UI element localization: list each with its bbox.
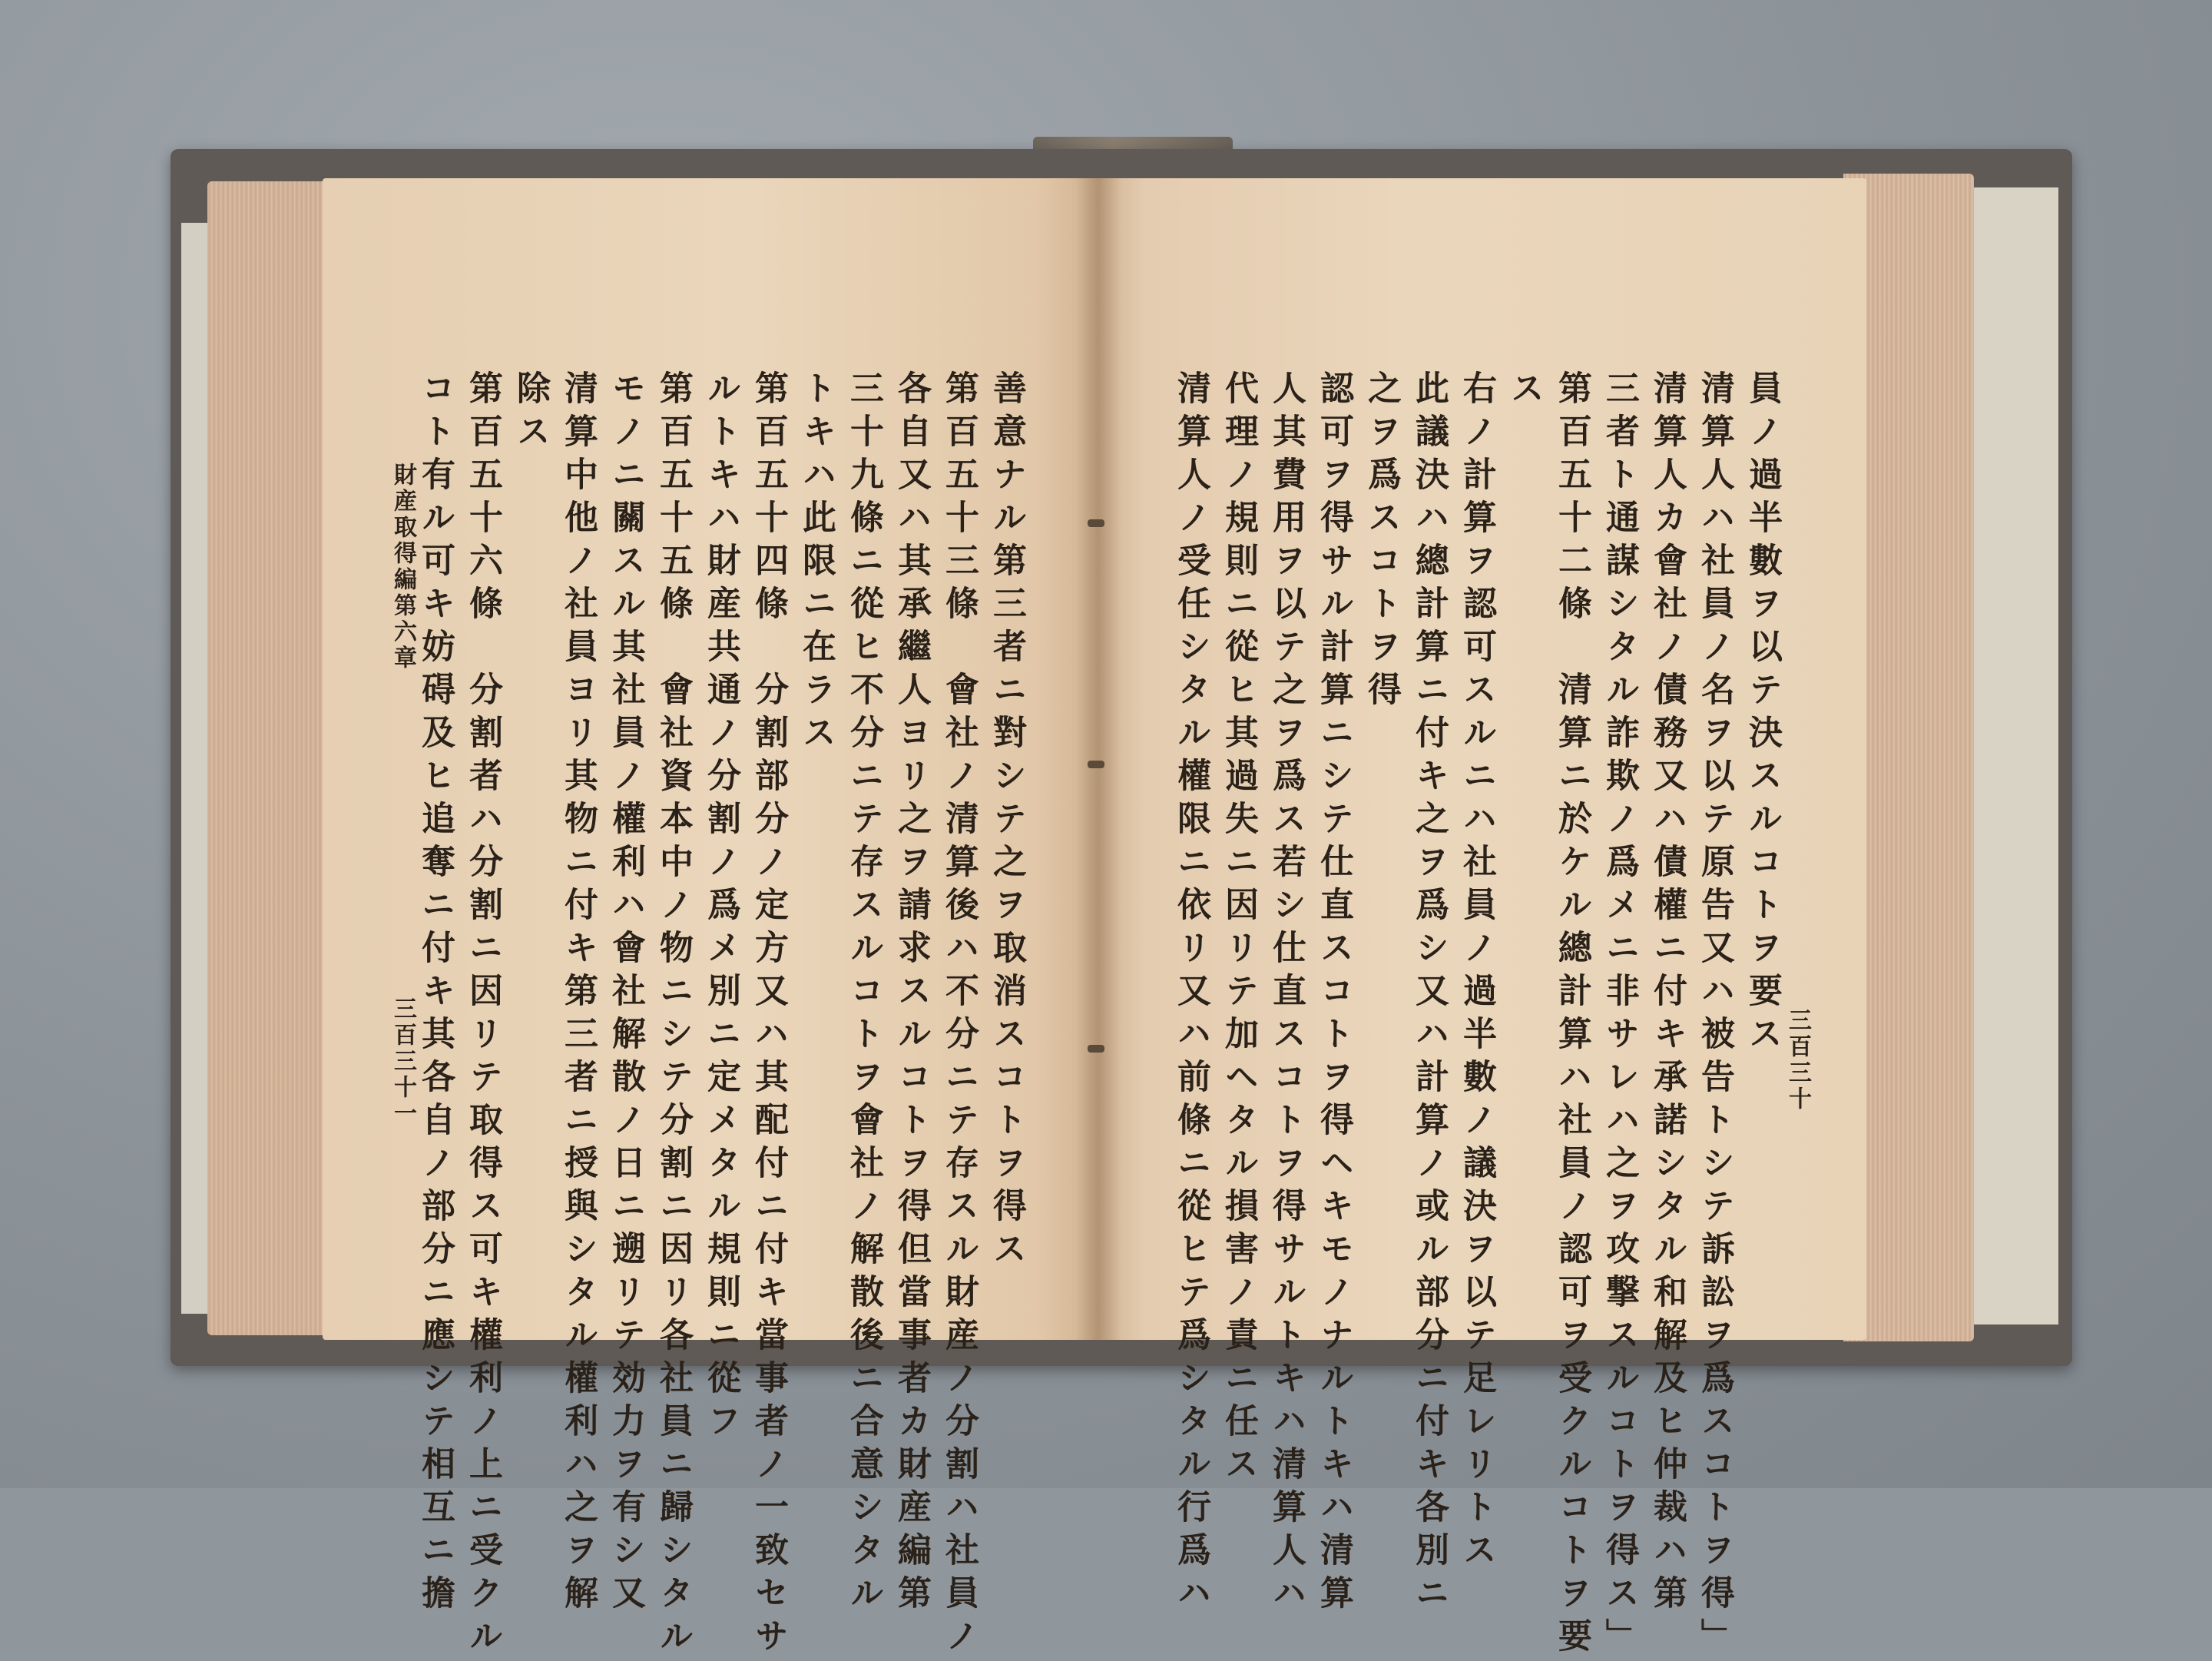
right-column-4: 三者ト通謀シタル詐欺ノ爲メニ非サレハ之ヲ攻撃スルコトヲ得ス」 (1600, 370, 1639, 1661)
left-column-9: モノニ關スル其社員ノ權利ハ會社解散ノ日ニ遡リテ効力ヲ有シ又 (606, 370, 645, 1618)
right-column-8: 此議決ハ總計算ニ付キ之ヲ爲シ又ハ計算ノ或ル部分ニ付キ各別ニ (1409, 370, 1449, 1618)
left-column-3: 各自又ハ其承繼人ヨリ之ヲ請求スルコトヲ得但當事者カ財産編第 (892, 370, 931, 1618)
left-column-10: 清算中他ノ社員ヨリ其物ニ付キ第三者ニ授與シタル權利ハ之ヲ解 (558, 370, 598, 1618)
left-column-13: コト有ル可キ妨碍及ヒ追奪ニ付キ其各自ノ部分ニ應シテ相互ニ擔 (416, 370, 455, 1618)
right-column-2: 清算人ハ社員ノ名ヲ以テ原告又ハ被告トシテ訴訟ヲ爲スコトヲ得」 (1695, 370, 1734, 1661)
left-column-1: 善意ナル第三者ニ對シテ之ヲ取消スコトヲ得ス (987, 370, 1026, 1274)
left-column-2: 第百五十三條 會社ノ清算後ハ不分ニテ存スル財産ノ分割ハ社員ノ (939, 370, 979, 1661)
binding-stitch (1088, 1045, 1104, 1053)
page-number-left: 三百三十一 (389, 996, 416, 1127)
right-page (1098, 178, 1866, 1661)
right-column-7: 右ノ計算ヲ認可スルニハ社員ノ過半數ノ議決ヲ以テ足レリトス (1457, 370, 1496, 1575)
right-column-9: 之ヲ爲スコトヲ得 (1362, 370, 1401, 714)
left-page (323, 178, 1098, 1661)
book-gutter (1075, 178, 1121, 1340)
left-column-11: 除ス (511, 370, 550, 456)
left-column-8: 第百五十五條 會社資本中ノ物ニシテ分割ニ因リ各社員ニ歸シタル (654, 370, 693, 1661)
right-column-12: 代理ノ規則ニ從ヒ其過失ニ因リテ加ヘタル損害ノ責ニ任ス (1219, 370, 1258, 1489)
right-column-5: 第百五十二條 清算ニ於ケル總計算ハ社員ノ認可ヲ受クルコトヲ要 (1552, 370, 1591, 1661)
running-head: 財産取得編第六章 (389, 462, 416, 671)
left-column-7: ルトキハ財産共通ノ分割ノ爲メ別ニ定メタル規則ニ從フ (701, 370, 740, 1446)
left-column-12: 第百五十六條 分割者ハ分割ニ因リテ取得ス可キ權利ノ上ニ受クル (463, 370, 502, 1661)
right-column-10: 認可ヲ得サル計算ニシテ仕直スコトヲ得ヘキモノナルトキハ清算 (1314, 370, 1353, 1618)
binding-stitch (1088, 761, 1104, 768)
right-column-6: ス (1505, 370, 1544, 413)
left-column-4: 三十九條ニ從ヒ不分ニテ存スルコトヲ會社ノ解散後ニ合意シタル (844, 370, 883, 1618)
page-number-right: 三百三十 (1784, 1008, 1811, 1112)
right-column-1: 員ノ過半數ヲ以テ決スルコトヲ要ス (1743, 370, 1782, 1059)
endpaper-right (1966, 187, 2058, 1324)
binding-stitch (1088, 519, 1104, 527)
left-column-5: トキハ此限ニ在ラス (796, 370, 836, 758)
right-column-13: 清算人ノ受任シタル權限ニ依リ又ハ前條ニ從ヒテ爲シタル行爲ハ (1171, 370, 1210, 1618)
right-column-3: 清算人カ會社ノ債務又ハ債權ニ付キ承諾シタル和解及ヒ仲裁ハ第 (1647, 370, 1687, 1618)
right-column-11: 人其費用ヲ以テ之ヲ爲ス若シ仕直スコトヲ得サルトキハ清算人ハ (1267, 370, 1306, 1618)
left-column-6: 第百五十四條 分割部分ノ定方又ハ其配付ニ付キ當事者ノ一致セサ (749, 370, 788, 1661)
